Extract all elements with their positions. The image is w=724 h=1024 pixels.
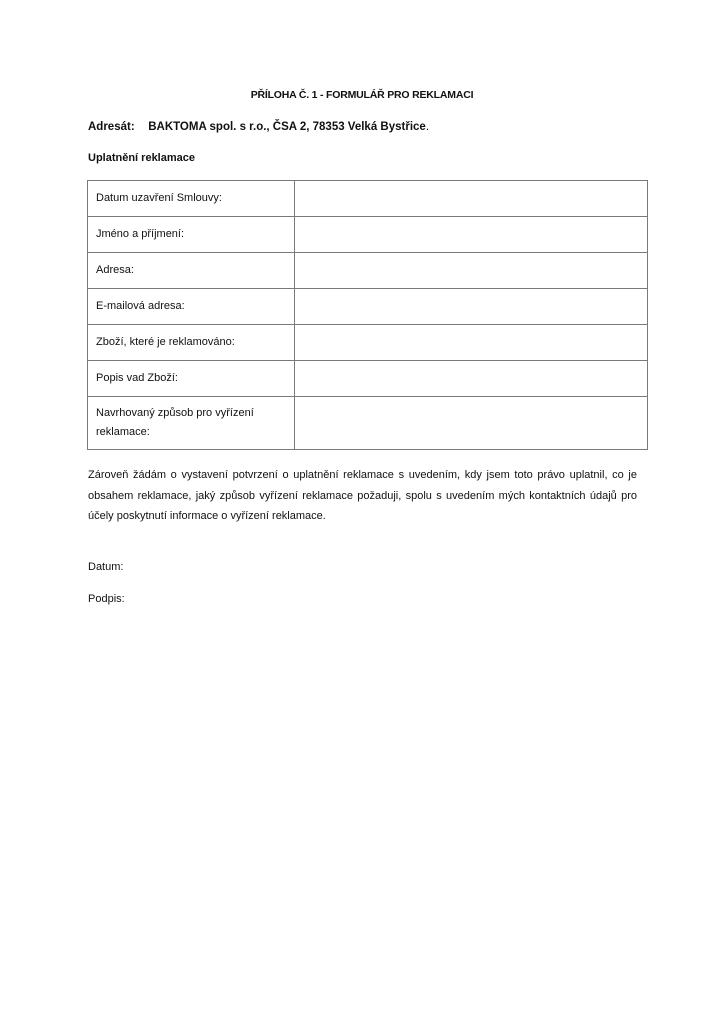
claim-form-table	[87, 180, 648, 450]
form-value-proposed-resolution[interactable]	[295, 397, 648, 450]
form-value-defect-description[interactable]	[295, 361, 648, 397]
form-row-address	[88, 253, 648, 289]
addressee-label: Adresát:	[88, 121, 135, 133]
addressee-value: BAKTOMA spol. s r.o., ČSA 2, 78353 Velká Bystřice	[148, 121, 426, 133]
signature-label: Podpis:	[88, 593, 125, 605]
document-title: PŘÍLOHA Č. 1 - FORMULÁŘ PRO REKLAMACI	[250, 89, 474, 101]
section-heading: Uplatnění reklamace	[88, 152, 195, 164]
form-row-defect-description	[88, 361, 648, 397]
form-value-full-name[interactable]	[295, 217, 648, 253]
form-row-email	[88, 289, 648, 325]
form-label-proposed-resolution: Navrhovaný způsob pro vyřízení reklamace:	[88, 397, 295, 450]
form-label-full-name: Jméno a příjmení:	[88, 217, 295, 253]
date-label: Datum:	[88, 561, 124, 573]
confirmation-request-paragraph: Zároveň žádám o vystavení potvrzení o uplatnění reklamace s uvedením, kdy jsem toto právo uplatnil, co je obsahem reklamace, jaký způsob vyřízení reklamace požaduji, spolu s uvedením mých kontaktních údajů pro účely poskytnutí informace o vyřízení reklamace.	[88, 469, 637, 522]
form-value-address[interactable]	[295, 253, 648, 289]
form-label-contract-date: Datum uzavření Smlouvy:	[88, 181, 295, 217]
form-value-contract-date[interactable]	[295, 181, 648, 217]
form-row-full-name	[88, 217, 648, 253]
form-row-proposed-resolution	[88, 397, 648, 450]
addressee-trailing-period: .	[425, 121, 430, 133]
addressee-line	[88, 121, 429, 133]
form-label-address: Adresa:	[88, 253, 295, 289]
form-label-defect-description: Popis vad Zboží:	[88, 361, 295, 397]
form-row-claimed-goods	[88, 325, 648, 361]
form-label-email: E-mailová adresa:	[88, 289, 295, 325]
form-row-contract-date	[88, 181, 648, 217]
form-label-claimed-goods: Zboží, které je reklamováno:	[88, 325, 295, 361]
form-value-email[interactable]	[295, 289, 648, 325]
form-value-claimed-goods[interactable]	[295, 325, 648, 361]
